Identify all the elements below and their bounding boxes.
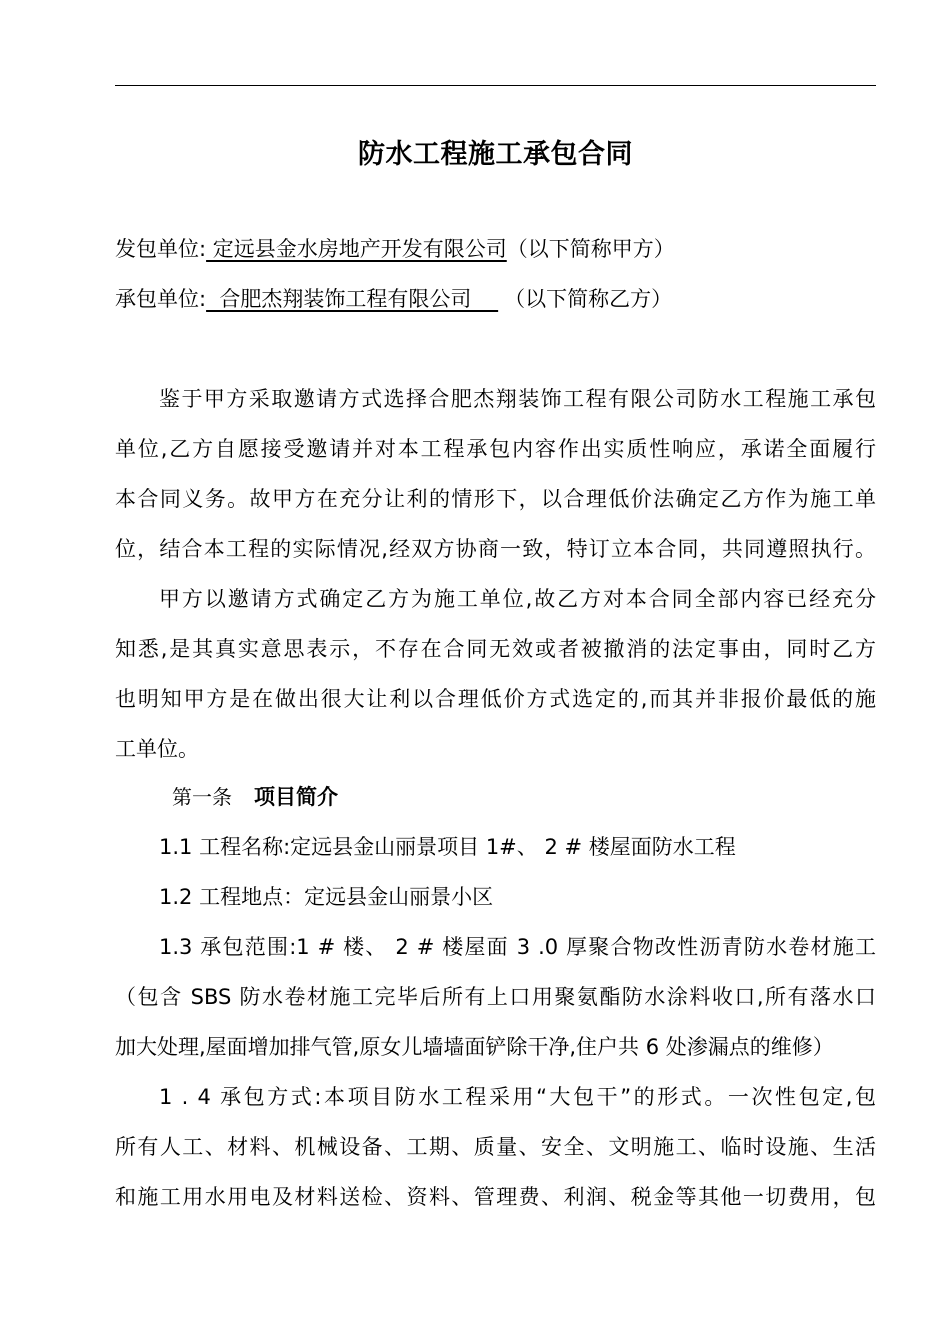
text-line: 本合同义务。故甲方在充分让利的情形下，以合理低价法确定乙方作为施工单 (115, 487, 876, 511)
text-line: 和施工用水用电及材料送检、资料、管理费、利润、税金等其他一切费用，包 (115, 1185, 876, 1209)
text-line: 加大处理,屋面增加排气管,原女儿墙墙面铲除干净,住户共 6 处渗漏点的维修） (115, 1035, 834, 1059)
header-rule (115, 85, 876, 86)
text-line: 知悉,是其真实意思表示，不存在合同无效或者被撤消的法定事由，同时乙方 (115, 637, 876, 661)
contractor-name: 合肥杰翔装饰工程有限公司 (206, 287, 499, 311)
employer-name: 定远县金水房地产开发有限公司 (206, 237, 507, 261)
text-line: 所有人工、材料、机械设备、工期、质量、安全、文明施工、临时设施、生活 (115, 1135, 876, 1159)
employer-suffix: （以下简称甲方） (506, 237, 675, 261)
clause-1-3 (115, 922, 876, 1072)
text-line: 位，结合本工程的实际情况,经双方协商一致，特订立本合同，共同遵照执行。 (115, 537, 876, 561)
text-line: 1.2 工程地点：定远县金山丽景小区 (159, 885, 494, 909)
article-heading (172, 780, 338, 814)
employer-line (115, 234, 876, 264)
text-line: （包含 SBS 防水卷材施工完毕后所有上口用聚氨酯防水涂料收口,所有落水口 (115, 985, 876, 1009)
contractor-line (115, 284, 876, 314)
text-line: 1.1 工程名称:定远县金山丽景项目 1#、 2 # 楼屋面防水工程 (159, 835, 736, 859)
article-name: 项目简介 (254, 785, 338, 809)
clause-1-1 (115, 822, 876, 872)
text-line: 工单位。 (115, 737, 199, 761)
contractor-label: 承包单位: (115, 287, 207, 311)
text-line: 单位,乙方自愿接受邀请并对本工程承包内容作出实质性响应，承诺全面履行 (115, 437, 876, 461)
text-line: 1.3 承包范围:1 # 楼、 2 # 楼屋面 3 .0 厚聚合物改性沥青防水卷材施工 (159, 935, 876, 959)
clause-1-4 (115, 1072, 876, 1222)
text-line: 甲方以邀请方式确定乙方为施工单位,故乙方对本合同全部内容已经充分 (159, 587, 876, 611)
text-line: 也明知甲方是在做出很大让利以合理低价方式选定的,而其并非报价最低的施 (115, 687, 876, 711)
preamble-paragraph-2 (115, 574, 876, 774)
text-line: 1 . 4 承包方式:本项目防水工程采用“大包干”的形式。一次性包定,包 (159, 1085, 876, 1109)
employer-label: 发包单位: (115, 237, 207, 261)
preamble-paragraph-1 (115, 374, 876, 574)
text-line: 鉴于甲方采取邀请方式选择合肥杰翔装饰工程有限公司防水工程施工承包 (159, 387, 876, 411)
clause-1-2 (115, 872, 876, 922)
article-number: 第一条 (172, 785, 232, 809)
contractor-suffix: （以下简称乙方） (504, 287, 673, 311)
document-title: 防水工程施工承包合同 (358, 139, 633, 170)
